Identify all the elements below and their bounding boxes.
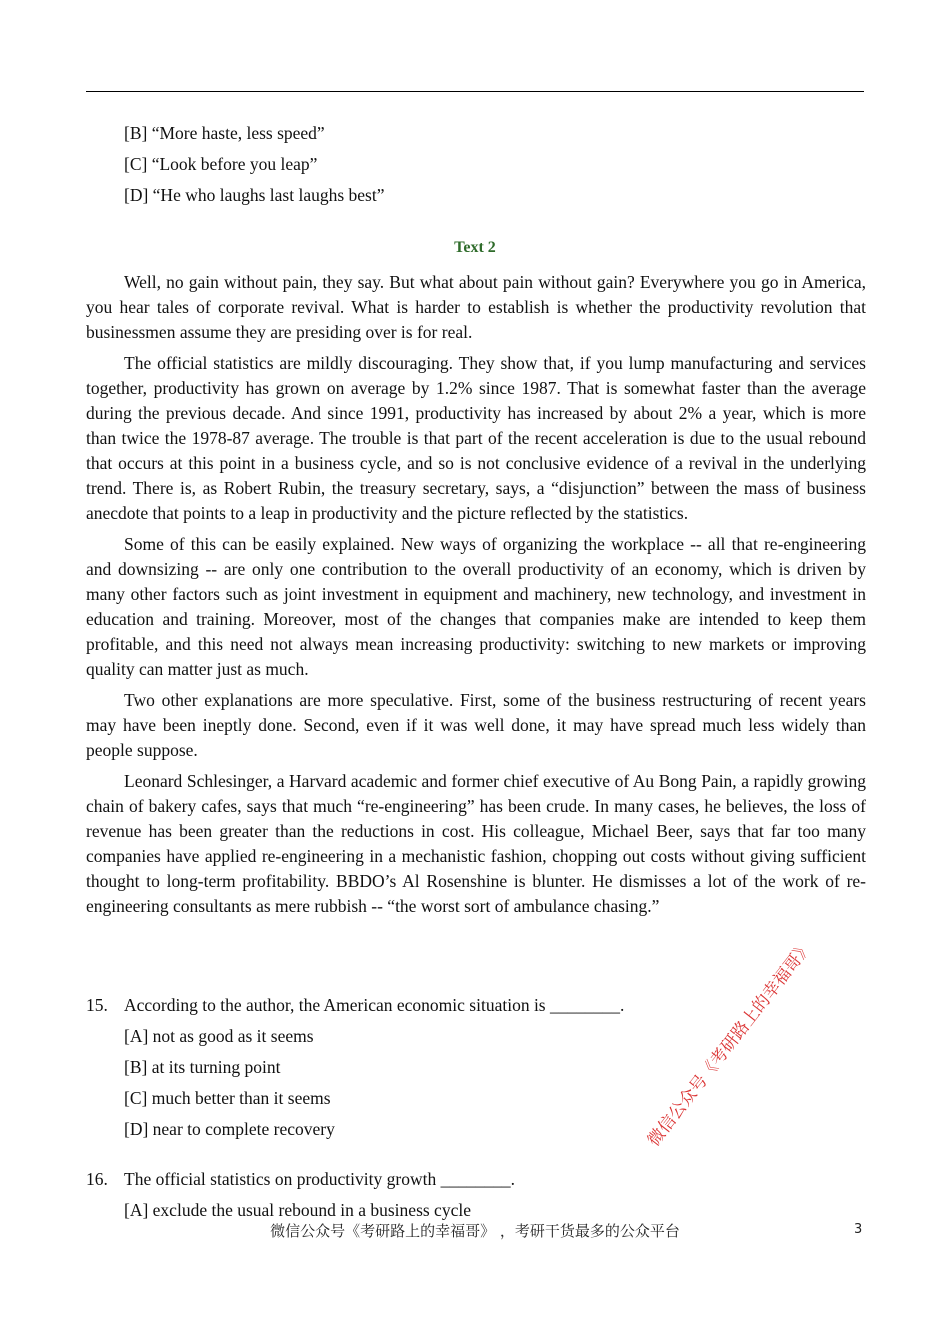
prev-option-b: [B] “More haste, less speed” — [124, 123, 325, 143]
question-number: 15. — [86, 995, 108, 1015]
option-d: [D] near to complete recovery — [124, 1119, 335, 1139]
option-a: [A] not as good as it seems — [124, 1026, 314, 1046]
paragraph: Leonard Schlesinger, a Harvard academic and former chief executive of Au Bong Pain, a rapidly growing chain of bakery cafes, says that much “re-engineering” has been crude. In many cases, he believes, the loss of revenue has been greater than the reductions in cost. His colleague, Michael Beer, says that far too many companies have applied re-engineering in a mechanistic fashion, chopping out costs without giving sufficient thought to long-term profitability. BBDO’s Al Rosenshine is blunter. He dismisses a lot of the work of re-engineering consultants as mere rubbish -- “the worst sort of ambulance chasing.” — [86, 771, 866, 916]
text-title: Text 2 — [454, 239, 496, 256]
question-stem: The official statistics on productivity growth ________. — [124, 1169, 515, 1189]
option-a: [A] exclude the usual rebound in a business cycle — [124, 1200, 471, 1220]
article-body — [86, 270, 866, 925]
paragraph: Some of this can be easily explained. New ways of organizing the workplace -- all that re-engineering and downsizing -- are only one contribution to the overall productivity of an economy, which is driven by many other factors such as joint investment in equipment and machinery, new technology, and investment in education and training. Moreover, most of the changes that companies make are intended to keep them profitable, and this need not always mean increasing productivity: switching to new markets or improving quality can matter just as much. — [86, 534, 866, 679]
question-stem: According to the author, the American economic situation is ________. — [124, 995, 625, 1015]
page-footer: 微信公众号《考研路上的幸福哥》 ，考研干货最多的公众平台 — [270, 1222, 680, 1240]
watermark-stamp: 微信公众号《考研路上的幸福哥》 — [643, 937, 817, 1151]
page-number: 3 — [854, 1222, 863, 1237]
prev-option-d: [D] “He who laughs last laughs best” — [124, 185, 385, 205]
paragraph: Well, no gain without pain, they say. But what about pain without gain? Everywhere you go in America, you hear tales of corporate revival. What is harder to establish is whether the productivity revolution that businessmen assume they are presiding over is for real. — [86, 272, 866, 342]
paragraph: The official statistics are mildly discouraging. They show that, if you lump manufacturing and services together, productivity has grown on average by 1.2% since 1987. That is somewhat faster than the average during the previous decade. And since 1991, productivity has increased by about 2% a year, which is more than twice the 1978-87 average. The trouble is that part of the recent acceleration is due to the usual rebound that occurs at this point in a business cycle, and so is not conclusive evidence of a revival in the underlying trend. There is, as Robert Rubin, the treasury secretary, says, a “disjunction” between the mass of business anecdote that points to a leap in productivity and the picture reflected by the statistics. — [86, 353, 866, 523]
paragraph: Two other explanations are more speculative. First, some of the business restructuring of recent years may have been ineptly done. Second, even if it was well done, it may have spread much less widely than people suppose. — [86, 690, 866, 760]
option-b: [B] at its turning point — [124, 1057, 281, 1077]
prev-option-c: [C] “Look before you leap” — [124, 154, 318, 174]
question-number: 16. — [86, 1169, 108, 1189]
option-c: [C] much better than it seems — [124, 1088, 331, 1108]
header-rule — [86, 91, 864, 92]
